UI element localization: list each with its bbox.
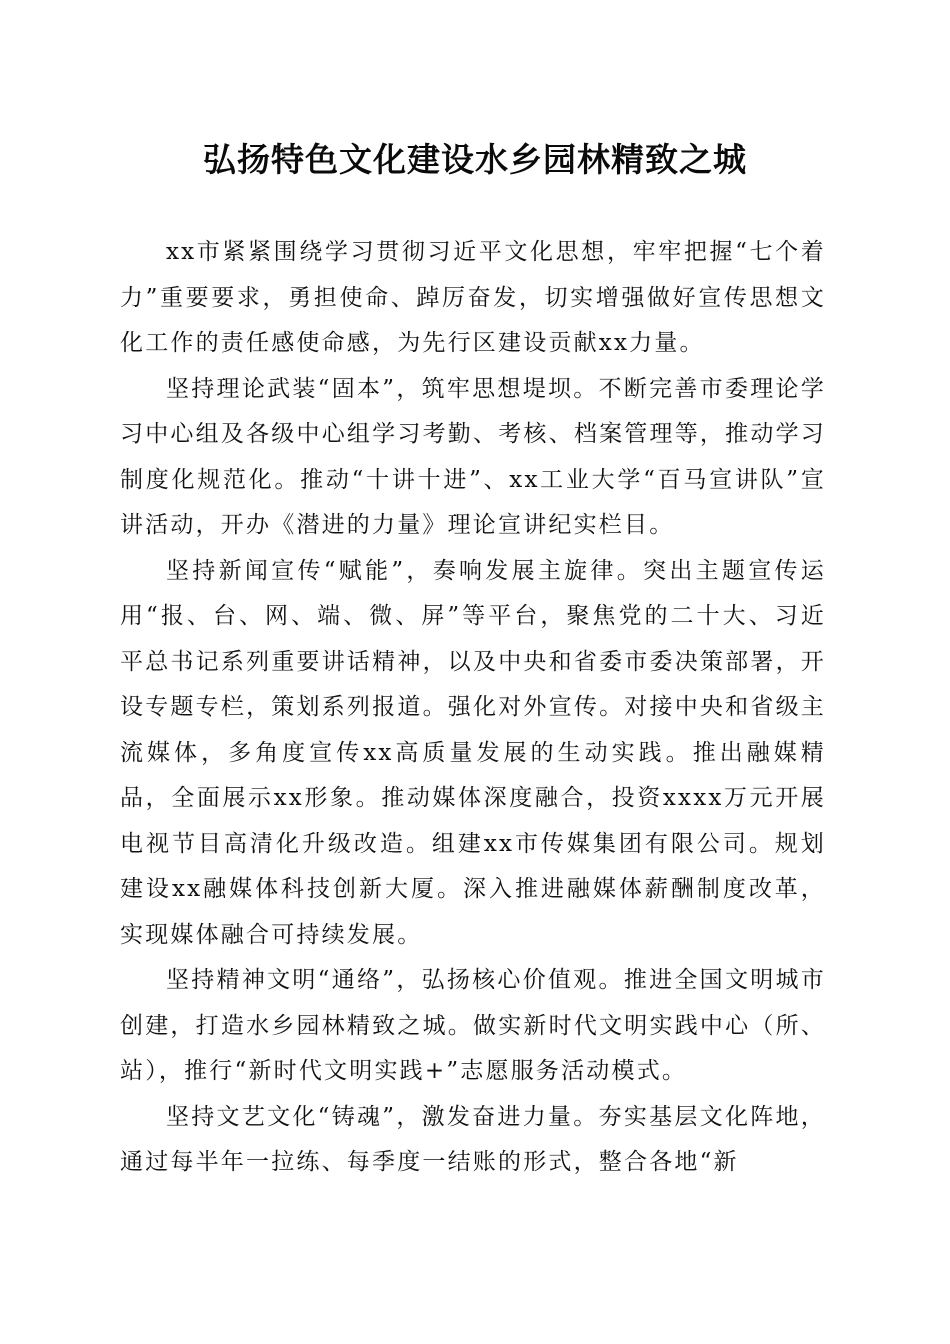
paragraph: 坚持理论武装“固本”，筑牢思想堤坝。不断完善市委理论学习中心组及各级中心组学习考勤、考核、档案管理等，推动学习制度化规范化。推动“十讲十进”、xx工业大学“百马宣讲队”宣讲活动，开办《潜进的力量》理论宣讲纪实栏目。 [120, 375, 826, 538]
document-body [120, 230, 826, 1186]
document-title: 弘扬特色文化建设水乡园林精致之城 [203, 140, 747, 179]
paragraph: xx市紧紧围绕学习贯彻习近平文化思想，牢牢把握“七个着力”重要要求，勇担使命、踔厉奋发，切实增强做好宣传思想文化工作的责任感使命感，为先行区建设贡献xx力量。 [120, 239, 826, 356]
paragraph: 坚持精神文明“通络”，弘扬核心价值观。推进全国文明城市创建，打造水乡园林精致之城。做实新时代文明实践中心（所、站），推行“新时代文明实践+”志愿服务活动模式。 [120, 967, 826, 1084]
paragraph: 坚持文艺文化“铸魂”，激发奋进力量。夯实基层文化阵地，通过每半年一拉练、每季度一结账的形式，整合各地“新 [120, 1103, 826, 1175]
paragraph: 坚持新闻宣传“赋能”，奏响发展主旋律。突出主题宣传运用“报、台、网、端、微、屏”等平台，聚焦党的二十大、习近平总书记系列重要讲话精神，以及中央和省委市委决策部署，开设专题专栏，策划系列报道。强化对外宣传。对接中央和省级主流媒体，多角度宣传xx高质量发展的生动实践。推出融媒精品，全面展示xx形象。推动媒体深度融合，投资xxxx万元开展电视节目高清化升级改造。组建xx市传媒集团有限公司。规划建设xx融媒体科技创新大厦。深入推进融媒体薪酬制度改革，实现媒体融合可持续发展。 [120, 557, 826, 948]
